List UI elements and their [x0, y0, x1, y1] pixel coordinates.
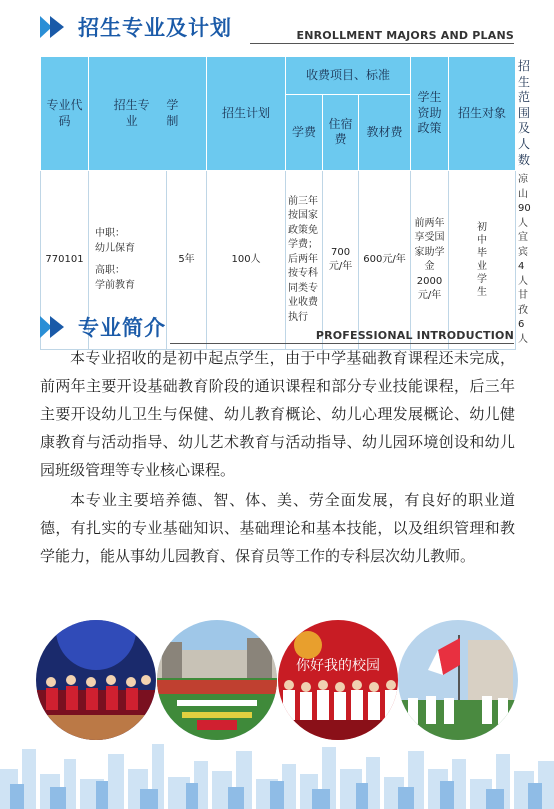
major-line: 学前教育 — [95, 279, 135, 291]
section-title: 专业简介 — [78, 316, 166, 340]
intro-paragraph-2: 本专业主要培养德、智、体、美、劳全面发展，有良好的职业道德，有扎实的专业基础知识、基础理论和基本技能，以及组织管理和教学能力，能从事幼儿园教育、保育员等工作的专科层次幼儿教师。 — [40, 491, 515, 565]
section-subtitle-en: PROFESSIONAL INTRODUCTION — [315, 329, 514, 342]
cell-duration: 5年 — [167, 171, 207, 350]
intro-paragraph-1: 本专业招收的是初中起点学生，由于中学基础教育课程还未完成，前两年主要开设基础教育阶段的通识课程和部分专业技能课程，后三年主要开设幼儿卫生与保健、幼儿教育概论、幼儿心理发展概论、幼儿健康教育与活动指导、幼儿艺术教育与活动指导、幼儿园环境创设和幼儿园班级管理等专业核心课程。 — [40, 349, 515, 479]
section-subtitle-en: ENROLLMENT MAJORS AND PLANS — [296, 29, 514, 42]
header-aid: 学生资助政策 — [411, 57, 449, 171]
header-fees-group: 收费项目、标准 — [286, 57, 411, 95]
cell-aid: 前两年享受国家助学金2000元/年 — [411, 171, 449, 350]
cell-textbook: 600元/年 — [359, 171, 411, 350]
divider — [250, 43, 514, 44]
section-header-enrollment — [40, 10, 514, 44]
photo-flag-ceremony — [398, 620, 518, 740]
city-skyline-decoration — [0, 739, 554, 809]
header-major: 招生专业 — [113, 97, 150, 128]
cell-plan: 100人 — [207, 171, 286, 350]
major-line: 高职： — [95, 265, 125, 277]
section-title: 招生专业及计划 — [78, 16, 232, 40]
major-line: 幼儿保育 — [95, 242, 135, 254]
header-plan: 招生计划 — [207, 57, 286, 171]
cell-tuition: 前三年按国家政策免学费；后两年按专科同类专业收费执行 — [286, 171, 323, 350]
header-tuition: 学费 — [286, 94, 323, 171]
cell-accommodation: 700元/年 — [323, 171, 359, 350]
major-line: 中职： — [95, 228, 125, 240]
section-header-introduction — [40, 310, 514, 344]
header-accommodation: 住宿费 — [323, 94, 359, 171]
photo-strip — [36, 620, 518, 755]
enrollment-table: 专业代码 招生专业 学制 招生计划 收费项目、标准 学生资助政策 招生对象 招生范围及人数 学费 住宿费 教材费 770101 中职： 幼儿保育 高职： 学前教育 5年 100人 前三年按国家政策免学费；后两年按专科同类专业收费执行 700元/年 600元/年 前两年享受国家助学金2000元/年 初中毕业学生 凉山90人 宜宾4人 甘孜6人 — [40, 56, 516, 350]
cell-code: 770101 — [41, 171, 89, 350]
double-arrow-icon — [40, 314, 72, 340]
photo-party-event — [278, 620, 398, 740]
header-major-duration — [89, 57, 207, 171]
header-textbook: 教材费 — [359, 94, 411, 171]
table-row: 770101 中职： 幼儿保育 高职： 学前教育 5年 100人 前三年按国家政策免学费；后两年按专科同类专业收费执行 700元/年 600元/年 前两年享受国家助学金2000元/年 初中毕业学生 凉山90人 宜宾4人 甘孜6人 — [41, 171, 516, 350]
photo-sports-field — [157, 620, 277, 740]
photo-stage-performance — [36, 620, 156, 740]
double-arrow-icon — [40, 14, 72, 40]
header-target: 招生对象 — [449, 57, 516, 171]
target-text: 初中毕业学生 — [477, 222, 488, 299]
header-code: 专业代码 — [41, 57, 89, 171]
header-duration: 学制 — [166, 97, 179, 128]
banner-text: 你好我的校园 — [296, 658, 380, 674]
